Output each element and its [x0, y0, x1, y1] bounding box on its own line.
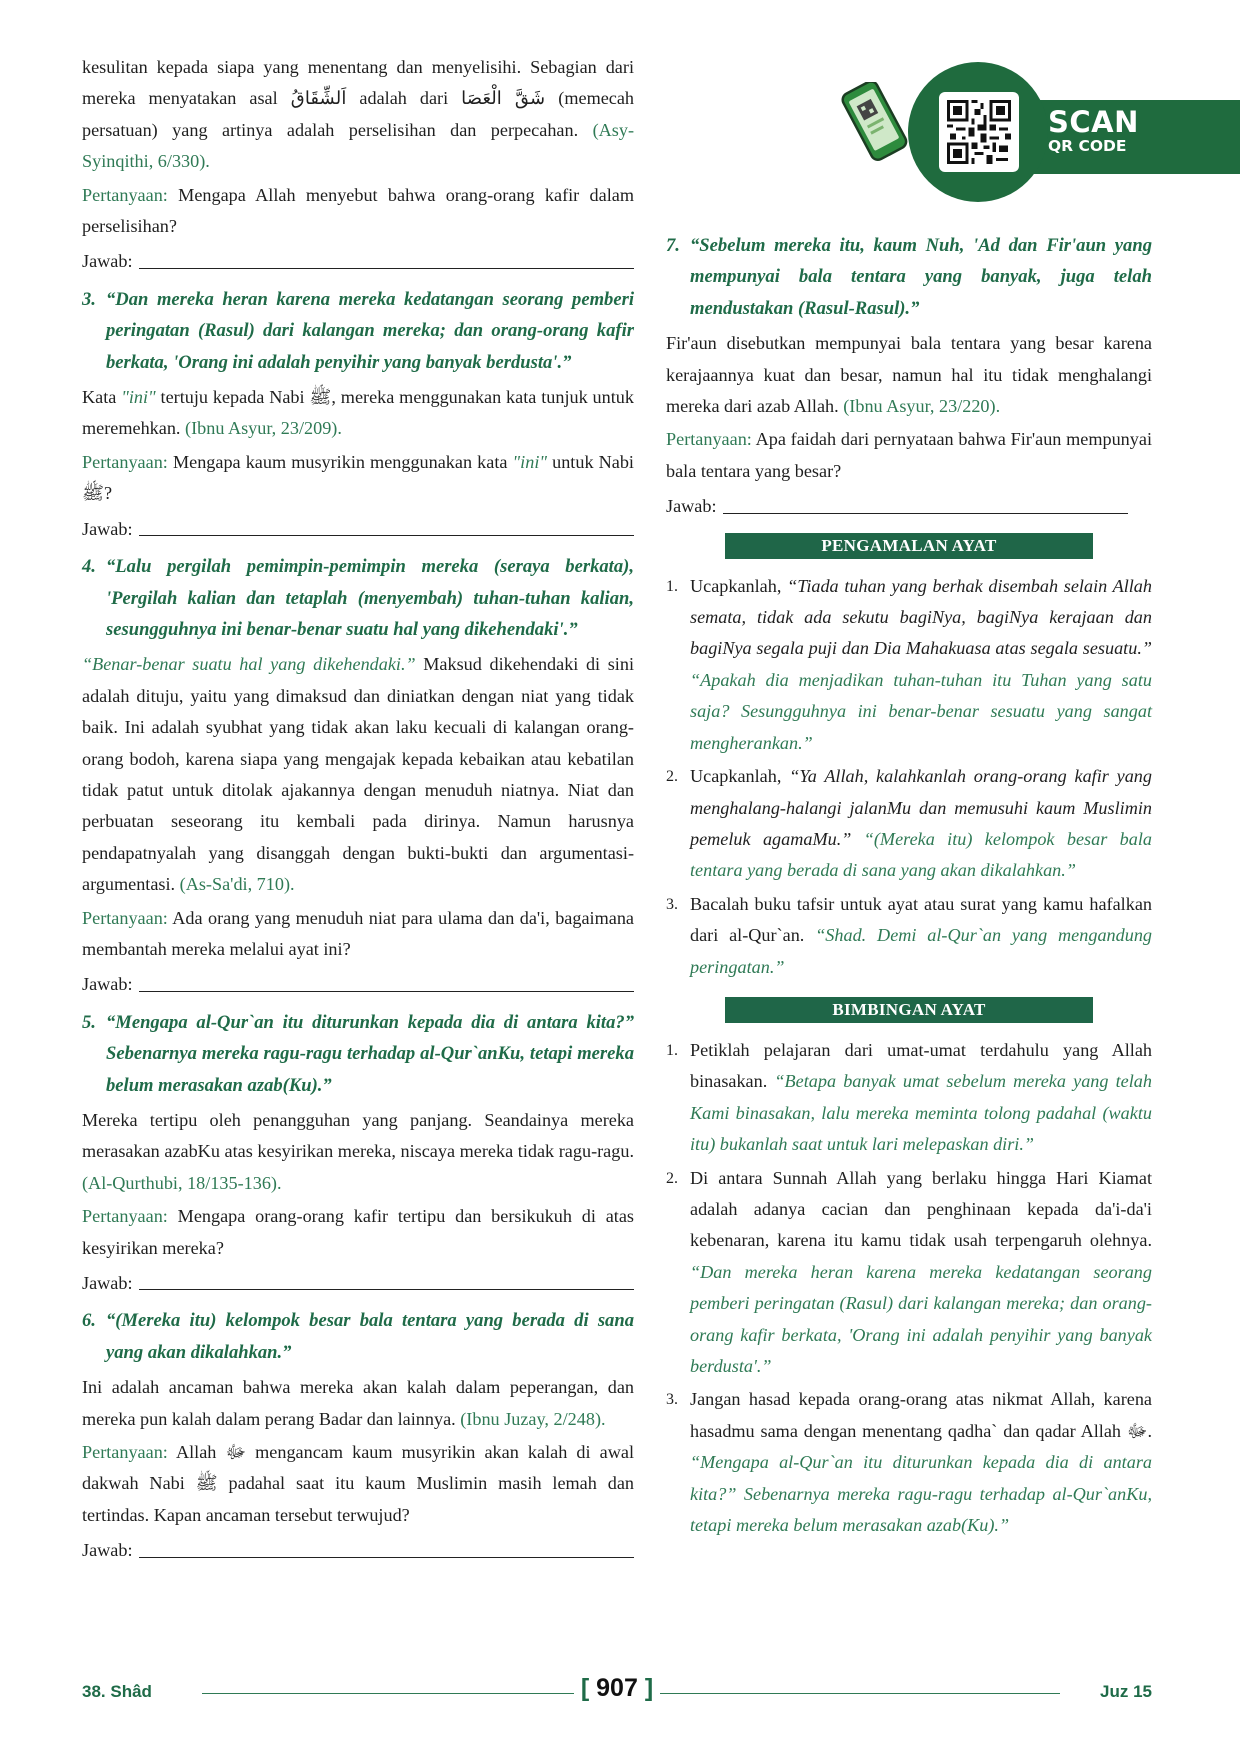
- list-item: 1. Ucapkanlah, “Tiada tuhan yang berhak disembah selain Allah semata, tidak ada sekutu bagiNya, bagiNya kerajaan dan bagiNya segala puji dan Dia Mahakuasa atas segala sesuatu.” “Apakah dia menjadikan tuhan-tuhan itu Tuhan yang satu saja? Sesungguhnya ini benar-benar sesuatu yang sangat mengherankan.”: [666, 575, 1152, 753]
- ayat-3: 3. “Dan mereka heran karena mereka kedatangan seorang pemberi peringatan (Rasul) dari kalangan mereka; dan orang-orang kafir berkata, 'Orang ini adalah penyihir yang banyak berdusta'.”: [82, 288, 634, 373]
- list-item: 2. Ucapkanlah, “Ya Allah, kalahkanlah orang-orang kafir yang menghalang-halangi jalanMu dan memusuhi kaum Muslimin pemeluk agamaMu.” “(Mereka itu) kelompok besar bala tentara yang berada di sana yang akan dikalahkan.”: [666, 766, 1152, 881]
- footer-rule-right: [660, 1693, 1060, 1694]
- answer-field[interactable]: Jawab:: [82, 969, 634, 1000]
- phone-icon: [826, 82, 922, 162]
- juz-label: Juz 15: [1100, 1682, 1152, 1701]
- list-item: 3. Bacalah buku tafsir untuk ayat atau surat yang kamu hafalkan dari al-Qur`an. “Shad. Demi al-Qur`an yang mengandung peringatan.”: [666, 893, 1153, 977]
- question: Pertanyaan: Mengapa Allah menyebut bahwa orang-orang kafir dalam perselisihan?: [82, 184, 634, 237]
- tafsir-6: Ini adalah ancaman bahwa mereka akan kalah dalam peperangan, dan mereka pun kalah dalam perang Badar dan lainnya. (Ibnu Juzay, 2/248).: [82, 1377, 634, 1429]
- scan-qr-label: SCAN QR CODE: [1048, 105, 1139, 155]
- ayat-6: 6. “(Mereka itu) kelompok besar bala tentara yang berada di sana yang akan dikalahkan.”: [82, 1310, 634, 1363]
- answer-field[interactable]: Jawab:: [82, 1268, 634, 1299]
- bimbingan-heading: BIMBINGAN AYAT: [725, 997, 1093, 1023]
- bimbingan-list: [666, 1035, 1152, 1542]
- ayat-4: 4. “Lalu pergilah pemimpin-pemimpin mereka (seraya berkata), 'Pergilah kalian dan tetaplah (menyembah) tuhan-tuhan kalian, sesungguhnya ini benar-benar suatu hal yang dikehendaki'.”: [82, 556, 634, 640]
- list-item: 2. Di antara Sunnah Allah yang berlaku hingga Hari Kiamat adalah adanya cacian dan penghinaan kepada da'i-da'i kebenaran, karena itu kamu tidak usah terpengaruh olehnya. “Dan mereka heran karena mereka kedatangan seorang pemberi peringatan (Rasul) dari kalangan mereka; dan orang-orang kafir berkata, 'Orang ini adalah penyihir yang banyak berdusta'.”: [666, 1167, 1152, 1376]
- ayat-7: 7. “Sebelum mereka itu, kaum Nuh, 'Ad dan Fir'aun yang mempunyai bala tentara yang banyak, juga telah mendustakan (Rasul-Rasul).”: [666, 235, 1152, 319]
- qr-code-icon[interactable]: [939, 92, 1019, 172]
- answer-field[interactable]: Jawab:: [666, 491, 1128, 522]
- intro-paragraph: kesulitan kepada siapa yang menentang dan menyelisihi. Sebagian dari mereka menyatakan asal اَلشِّقَاقُ adalah dari شَقَّ الْعَصَا (memecah persatuan) yang artinya adalah perselisihan dan perpecahan. (Asy-Syinqithi, 6/330).: [82, 57, 635, 172]
- tafsir-5: Mereka tertipu oleh penangguhan yang panjang. Seandainya mereka merasakan azabKu atas kesyirikan mereka, niscaya mereka tidak ragu-ragu. (Al-Qurthubi, 18/135-136).: [82, 1110, 634, 1193]
- footer-rule-left: [202, 1693, 574, 1694]
- question: Pertanyaan: Mengapa orang-orang kafir tertipu dan bersikukuh di atas kesyirikan mereka?: [82, 1206, 634, 1258]
- page-footer: [82, 1674, 1152, 1714]
- ayat-5: 5. “Mengapa al-Qur`an itu diturunkan kepada dia di antara kita?” Sebenarnya mereka ragu-ragu terhadap al-Qur`anKu, tetapi mereka belum merasakan azab(Ku).”: [82, 1011, 634, 1096]
- question: Pertanyaan: Ada orang yang menuduh niat para ulama dan da'i, bagaimana membantah mereka melalui ayat ini?: [82, 907, 634, 959]
- question: Pertanyaan: Mengapa kaum musyrikin menggunakan kata "ini" untuk Nabi ﷺ?: [82, 451, 634, 504]
- surah-name: 38. Shâd: [82, 1682, 152, 1701]
- right-column: [666, 228, 1152, 1543]
- left-column: [82, 52, 634, 1573]
- list-item: 3. Jangan hasad kepada orang-orang atas nikmat Allah, karena hasadmu sama dengan menentang qadha` dan qadar Allah ﷻ. “Mengapa al-Qur`an itu diturunkan kepada dia di antara kita?” Sebenarnya mereka ragu-ragu terhadap al-Qur`anKu, tetapi mereka belum merasakan azab(Ku).”: [666, 1389, 1152, 1536]
- qr-banner[interactable]: [826, 62, 1240, 202]
- question: Pertanyaan: Allah ﷻ mengancam kaum musyrikin akan kalah di awal dakwah Nabi ﷺ padahal saat itu kaum Muslimin masih lemah dan tertindas. Kapan ancaman tersebut terwujud?: [82, 1442, 635, 1525]
- pengamalan-list: [666, 571, 1152, 983]
- pengamalan-heading: PENGAMALAN AYAT: [725, 533, 1093, 559]
- answer-field[interactable]: Jawab:: [82, 246, 634, 277]
- answer-field[interactable]: Jawab:: [82, 1535, 634, 1566]
- answer-field[interactable]: Jawab:: [82, 514, 634, 545]
- tafsir-4: “Benar-benar suatu hal yang dikehendaki.” Maksud dikehendaki di sini adalah dituju, yaitu yang dimaksud dan diniatkan dengan niat yang tidak baik. Ini adalah syubhat yang tidak akan laku kecuali di kalangan orang-orang bodoh, karena siapa yang mengajak kepada kebaikan atau kebatilan tidak patut untuk ditolak ajakannya dengan menuduh niatnya. Niat dan perbuatan seseorang itu kembali pada dirinya. Namun harusnya pendapatnyalah yang disanggah dengan bukti-bukti dan argumentasi-argumentasi. (As-Sa'di, 710).: [82, 654, 634, 895]
- page-number: [ 907 ]: [580, 1674, 654, 1702]
- list-item: 1. Petiklah pelajaran dari umat-umat terdahulu yang Allah binasakan. “Betapa banyak umat sebelum mereka yang telah Kami binasakan, lalu mereka meminta tolong padahal (waktu itu) bukanlah saat untuk lari melepaskan diri.”: [666, 1039, 1152, 1155]
- question: Pertanyaan: Apa faidah dari pernyataan bahwa Fir'aun mempunyai bala tentara yang besar?: [666, 429, 1152, 481]
- tafsir-3: Kata "ini" tertuju kepada Nabi ﷺ, mereka menggunakan kata tunjuk untuk meremehkan. (Ibnu Asyur, 23/209).: [82, 387, 634, 439]
- tafsir-7: Fir'aun disebutkan mempunyai bala tentara yang besar karena kerajaannya kuat dan besar, namun hal itu tidak menghalangi mereka dari azab Allah. (Ibnu Asyur, 23/220).: [666, 333, 1152, 417]
